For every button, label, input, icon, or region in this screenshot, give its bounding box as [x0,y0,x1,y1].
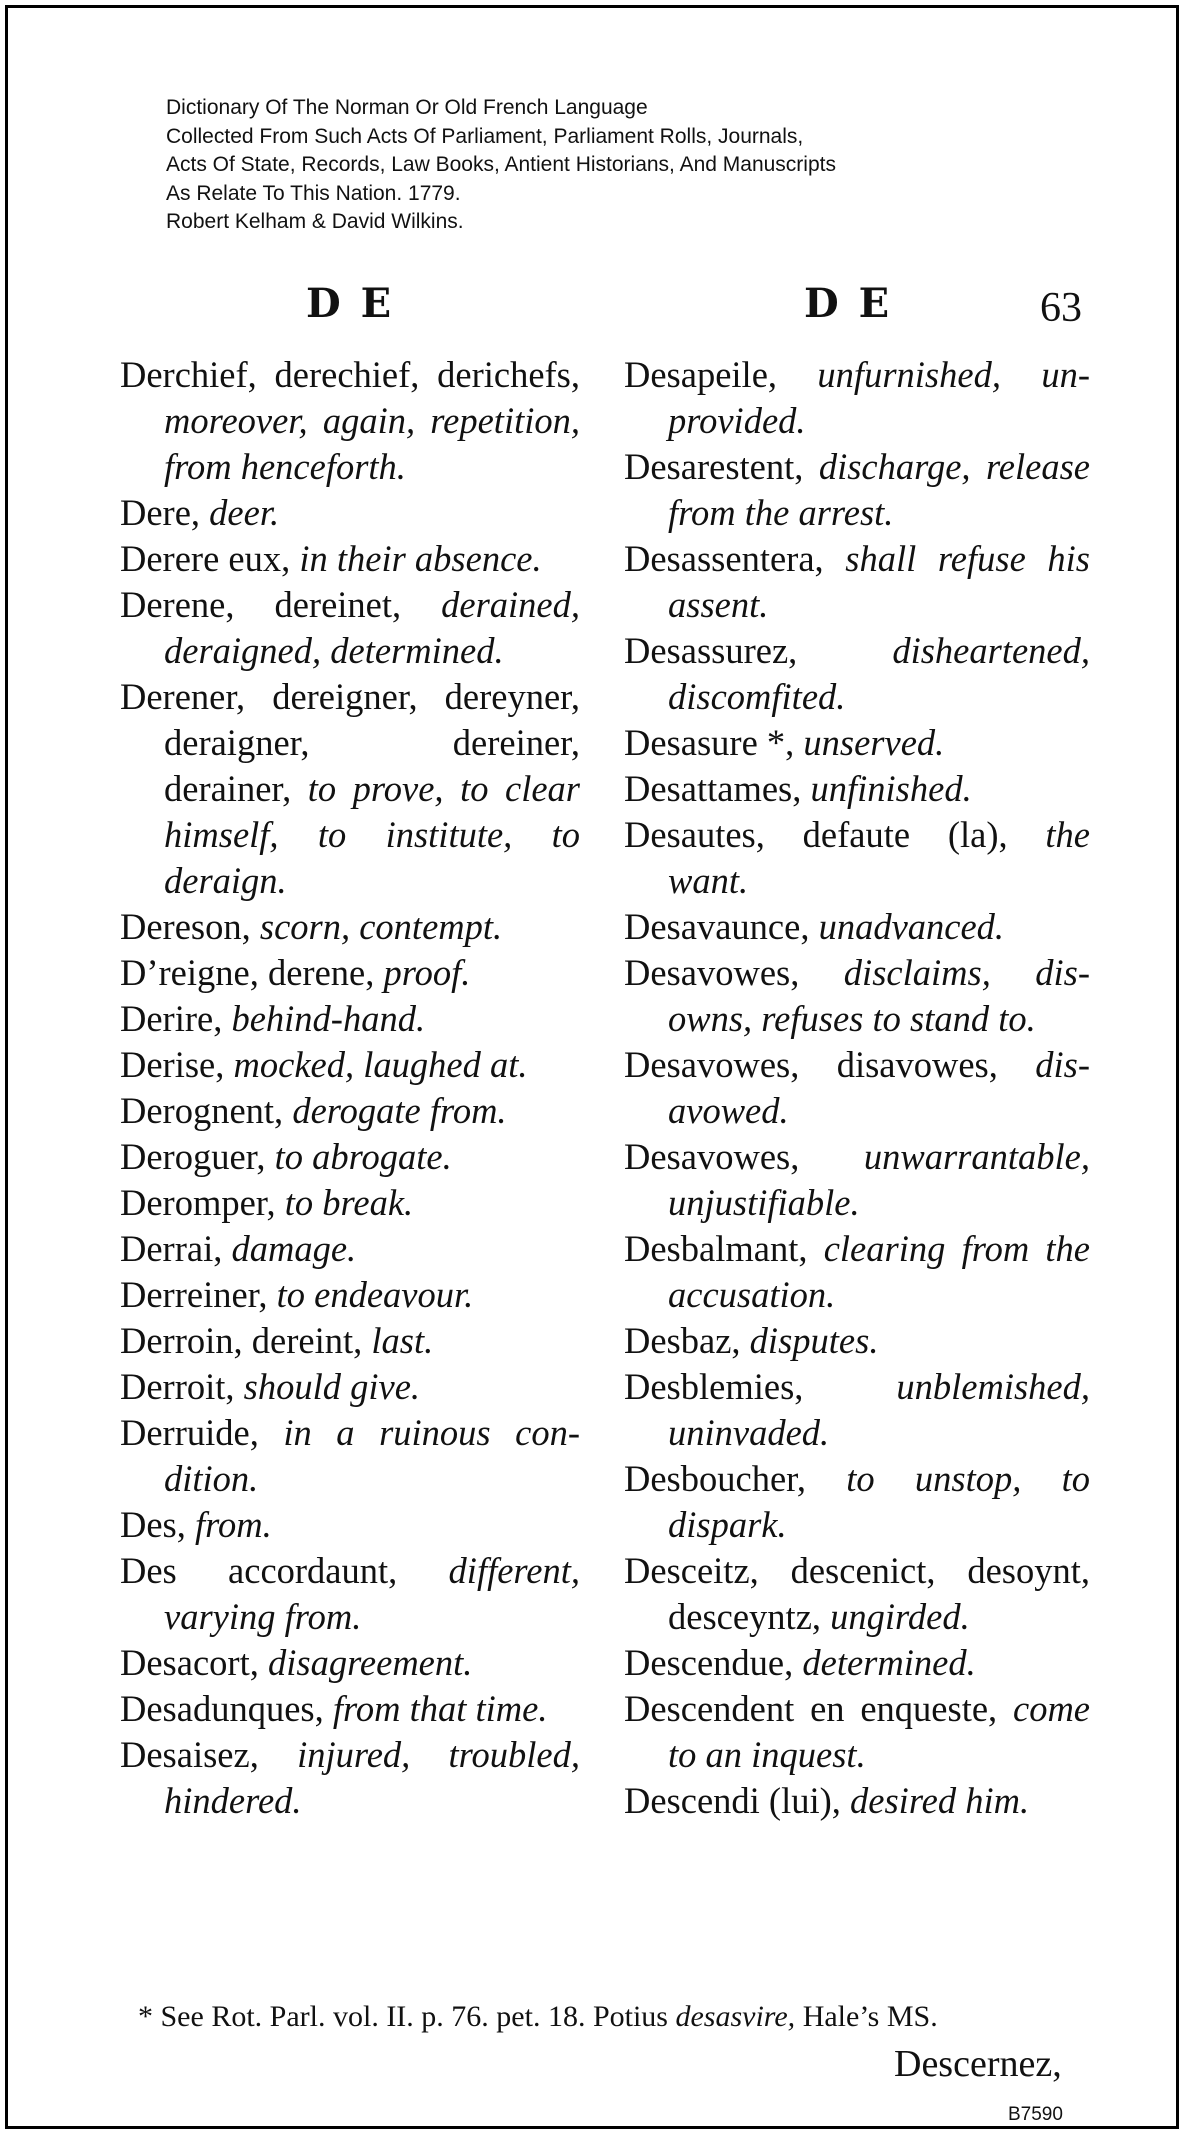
page-number: 63 [1040,285,1082,331]
dictionary-entry [624,628,1090,720]
entry-definition: derogate from. [292,1090,507,1131]
entry-headword: Desarestent, [624,446,804,487]
footnote-source: Hale’s MS. [802,2000,938,2033]
dictionary-entry [624,1778,1090,1824]
entry-definition: injured, troubled, hindered. [164,1734,580,1821]
dictionary-entry [624,812,1090,904]
entry-headword: Desceitz, descenict, desoynt, desceyntz, [624,1550,1090,1637]
entry-headword: Desbalmant, [624,1228,808,1269]
entry-definition: mocked, laughed at. [233,1044,528,1085]
dictionary-entry [624,352,1090,444]
dictionary-entry [624,1134,1090,1226]
entry-headword: Derere eux, [120,538,291,579]
dictionary-entry [120,1318,580,1364]
dictionary-entry [624,1042,1090,1134]
entry-definition: from that time. [332,1688,548,1729]
dictionary-entry [624,1456,1090,1548]
entry-definition: derained, deraigned, determined. [164,584,580,671]
dictionary-entry [624,1548,1090,1640]
entry-definition: scorn, contempt. [259,906,503,947]
entry-headword: Desboucher, [624,1458,806,1499]
dictionary-entry [120,1226,580,1272]
entry-definition: from. [195,1504,272,1545]
dictionary-entry [120,904,580,950]
entry-definition: in their absence. [299,538,542,579]
entry-headword: Derroin, dereint, [120,1320,363,1361]
dictionary-entry [624,950,1090,1042]
entry-headword: Derener, dereigner, dereyner, deraigner, dereiner, derainer, [120,676,580,809]
entry-headword: Desadunques, [120,1688,324,1729]
entry-headword: Dere, [120,492,201,533]
entry-definition: discharge, release from the arrest. [668,446,1090,533]
entry-headword: Desaisez, [120,1734,259,1775]
entry-definition: shall refuse his assent. [668,538,1090,625]
entry-headword: Deroguer, [120,1136,266,1177]
dictionary-entry [120,1364,580,1410]
entry-definition: unwarrantable, unjustifiable. [668,1136,1090,1223]
entry-headword: Desattames, [624,768,802,809]
entry-definition: ungirded. [830,1596,970,1637]
footnote-italic-word: desasvire, [675,2000,796,2033]
entry-headword: D’reigne, derene, [120,952,375,993]
dictionary-entry [120,1042,580,1088]
entry-definition: unadvanced. [818,906,1005,947]
entry-headword: Descendent en enqueste, [624,1688,998,1729]
header-note [166,94,1066,237]
entry-definition: to abrogate. [274,1136,452,1177]
dictionary-entry [120,582,580,674]
entry-definition: determined. [802,1642,976,1683]
entry-headword: Derrai, [120,1228,223,1269]
dictionary-entry [120,490,580,536]
header-line: As Relate To This Nation. 1779. [166,181,461,205]
dictionary-entry [120,1502,580,1548]
entry-headword: Derchief, derechief, derichefs, [120,354,580,395]
dictionary-entry [624,1640,1090,1686]
entry-headword: Desacort, [120,1642,259,1683]
entry-headword: Descendue, [624,1642,794,1683]
footnote-text: * See Rot. Parl. vol. II. p. 76. pet. 18. Potius [138,2000,668,2033]
dictionary-entry [624,1364,1090,1456]
dictionary-entry [120,1088,580,1134]
entry-headword: Derire, [120,998,223,1039]
footnote [138,2000,938,2034]
entry-headword: Desassentera, [624,538,824,579]
page-frame [5,5,1179,2129]
entry-definition: disavowed. [668,1044,1090,1131]
entry-headword: Derruide, [120,1412,259,1453]
dictionary-entry [120,996,580,1042]
entry-definition: unserved. [803,722,945,763]
entry-headword: Desavowes, [624,1136,800,1177]
entry-definition: different, varying from. [164,1550,580,1637]
entry-definition: desired him. [850,1780,1030,1821]
dictionary-entry [120,352,580,490]
entry-definition: in a ruinous condition. [164,1412,580,1499]
entry-definition: to prove, to clear himself, to institute, to deraign. [164,768,580,901]
dictionary-entry [120,1732,580,1824]
entry-headword: Desblemies, [624,1366,804,1407]
entry-definition: moreover, again, repetition, from henceforth. [164,400,580,487]
dictionary-entry [120,1272,580,1318]
dictionary-entry [624,1226,1090,1318]
entry-definition: unfurnished, unprovided. [668,354,1090,441]
entry-definition: last. [371,1320,434,1361]
entry-headword: Desasure *, [624,722,795,763]
entry-definition: unfinished. [810,768,972,809]
entry-definition: to break. [284,1182,414,1223]
catchword: Descernez, [894,2043,1062,2085]
header-line: Robert Kelham & David Wilkins. [166,210,464,233]
entry-definition: disclaims, disowns, refuses to stand to. [668,952,1090,1039]
dictionary-entry [120,1410,580,1502]
entry-definition: deer. [209,492,280,533]
entry-headword: Des, [120,1504,186,1545]
dictionary-entry [120,1180,580,1226]
dictionary-entry [624,904,1090,950]
entry-headword: Desavowes, [624,952,800,993]
running-head-right: D E [804,280,893,327]
entry-definition: damage. [231,1228,357,1269]
entry-headword: Des accordaunt, [120,1550,398,1591]
entry-headword: Derene, dereinet, [120,584,402,625]
running-head-left: D E [306,280,395,327]
entry-definition: to unstop, to dispark. [668,1458,1090,1545]
dictionary-entry [624,444,1090,536]
entry-headword: Dereson, [120,906,251,947]
dictionary-entry [120,1134,580,1180]
entry-definition: proof. [383,952,471,993]
dictionary-entry [624,720,1090,766]
header-line: Acts Of State, Records, Law Books, Antient Historians, And Manuscripts [166,153,836,176]
entry-definition: disagreement. [267,1642,473,1683]
dictionary-entry [120,950,580,996]
entry-definition: to endeavour. [276,1274,474,1315]
entry-headword: Derreiner, [120,1274,268,1315]
entry-definition: should give. [243,1366,421,1407]
dictionary-entry [624,1318,1090,1364]
entry-headword: Derise, [120,1044,225,1085]
right-column [624,352,1090,1824]
entry-headword: Desavowes, disavowes, [624,1044,998,1085]
entry-definition: clearing from the accusation. [668,1228,1090,1315]
entry-headword: Desautes, defaute (la), [624,814,1008,855]
entry-headword: Derognent, [120,1090,284,1131]
dictionary-entry [624,1686,1090,1778]
dictionary-entry [120,1640,580,1686]
entry-headword: Descendi (lui), [624,1780,841,1821]
entry-headword: Desbaz, [624,1320,741,1361]
dictionary-entry [120,674,580,904]
dictionary-entry [624,766,1090,812]
left-column [120,352,580,1824]
entry-headword: Deromper, [120,1182,276,1223]
dictionary-entry [120,536,580,582]
header-line: Collected From Such Acts Of Parliament, Parliament Rolls, Journals, [166,124,804,148]
entry-headword: Desapeile, [624,354,778,395]
dictionary-entry [120,1548,580,1640]
reference-code: B7590 [1008,2104,1063,2125]
entry-headword: Desavaunce, [624,906,810,947]
header-line: Dictionary Of The Norman Or Old French Language [166,96,648,119]
entry-definition: disputes. [749,1320,879,1361]
dictionary-entry [120,1686,580,1732]
entry-definition: the want. [668,814,1090,901]
entry-definition: disheartened, discomfited. [668,630,1090,717]
entry-definition: unblemished, uninvaded. [668,1366,1090,1453]
entry-definition: come to an inquest. [668,1688,1091,1775]
entry-headword: Desassurez, [624,630,798,671]
entry-definition: behind-hand. [231,998,426,1039]
dictionary-entry [624,536,1090,628]
entry-headword: Derroit, [120,1366,235,1407]
